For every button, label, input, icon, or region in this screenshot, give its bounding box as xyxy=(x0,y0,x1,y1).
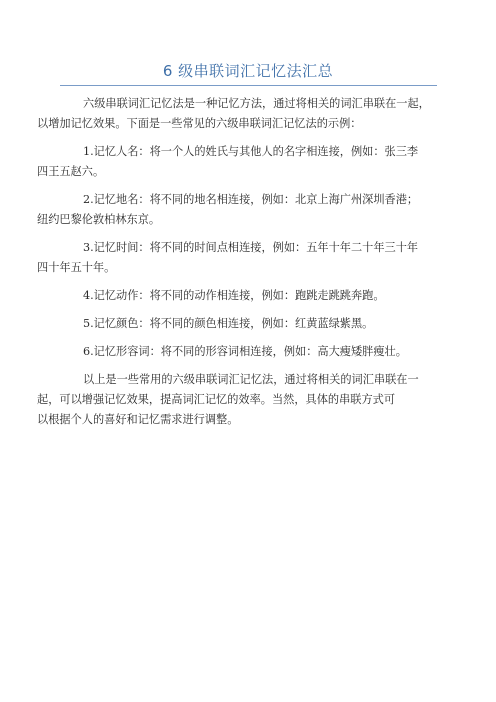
title-underline xyxy=(60,85,437,86)
example-item-color xyxy=(60,314,440,334)
text-line: 四十年五十年。 xyxy=(37,261,116,274)
document-body xyxy=(37,94,440,438)
text-line: 以根据个人的喜好和记忆需求进行调整。 xyxy=(37,413,239,426)
text-line: 六级串联词汇记忆法是一种记忆方法，通过将相关的词汇串联在一起， xyxy=(83,97,430,110)
example-item-name xyxy=(37,142,440,182)
text-line: 5.记忆颜色：将不同的颜色相连接，例如：红黄蓝绿紫黑。 xyxy=(83,317,374,330)
text-line: 4.记忆动作：将不同的动作相连接，例如：跑跳走跳跳奔跑。 xyxy=(83,289,385,302)
text-line: 2.记忆地名：将不同的地名相连接，例如：北京上海广州深圳香港； xyxy=(83,193,419,206)
example-item-place xyxy=(37,190,440,230)
example-item-action xyxy=(60,286,440,306)
text-line: 以上是一些常用的六级串联词汇记忆法，通过将相关的词汇串联在一 xyxy=(83,373,419,386)
text-line: 四王五赵六。 xyxy=(37,165,105,178)
example-item-adjective xyxy=(60,342,440,362)
text-line: 纽约巴黎伦敦柏林东京。 xyxy=(37,213,161,226)
text-line: 6.记忆形容词：将不同的形容词相连接，例如：高大瘦矮胖瘦壮。 xyxy=(83,345,407,358)
example-item-time xyxy=(37,238,440,278)
text-line: 3.记忆时间：将不同的时间点相连接，例如：五年十年二十年三十年 xyxy=(83,241,419,254)
conclusion-paragraph xyxy=(37,370,440,430)
document-title: 6 级串联词汇记忆法汇总 xyxy=(162,62,334,80)
text-line: 1.记忆人名：将一个人的姓氏与其他人的名字相连接，例如：张三李 xyxy=(83,145,419,158)
text-line: 以增加记忆效果。下面是一些常见的六级串联词汇记忆法的示例： xyxy=(37,117,362,130)
text-line: 起，可以增强记忆效果，提高词汇记忆的效率。当然，具体的串联方式可 xyxy=(37,393,396,406)
intro-paragraph xyxy=(37,94,440,134)
